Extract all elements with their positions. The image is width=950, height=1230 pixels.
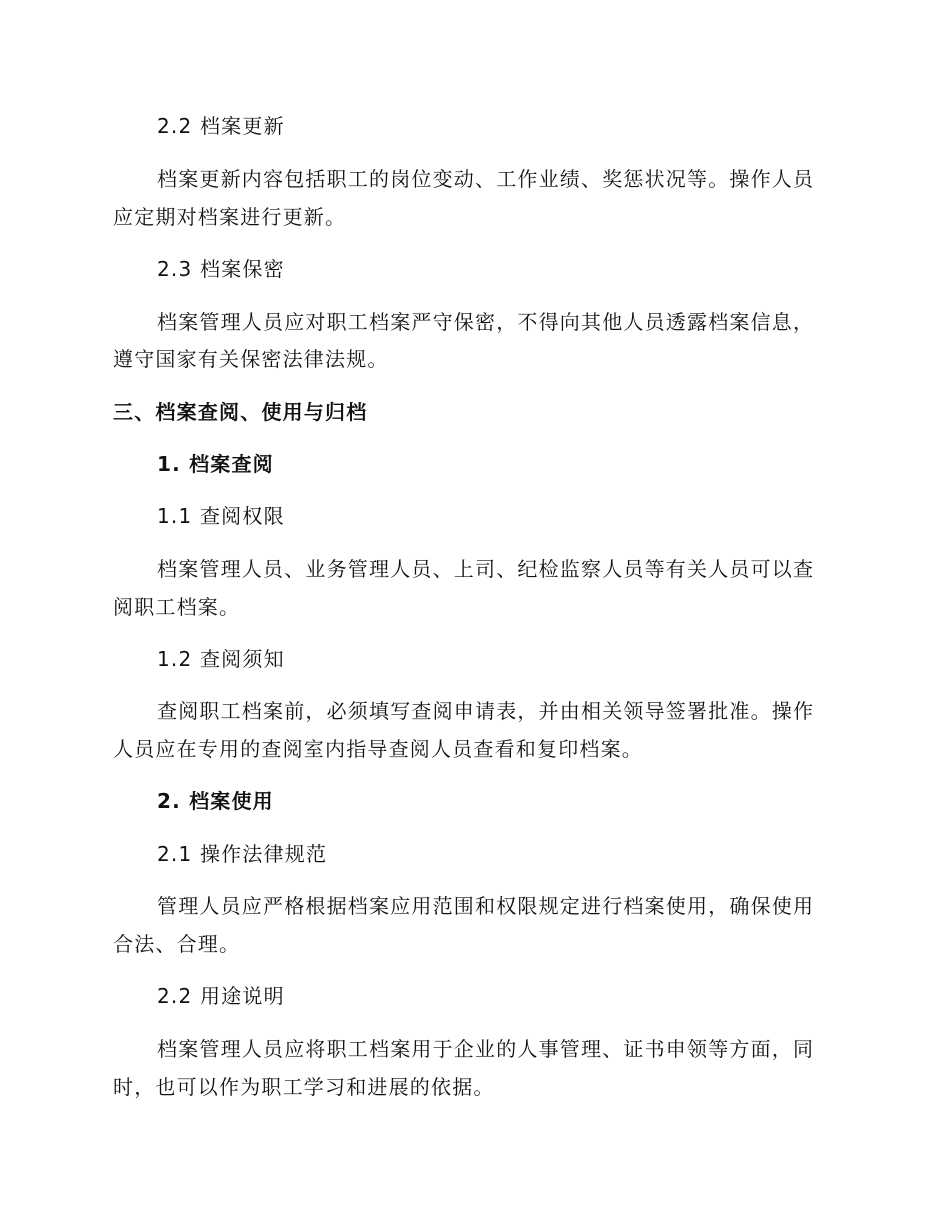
paragraph-line: 遵守国家有关保密法律法规。: [113, 347, 389, 371]
paragraph-line: 查阅职工档案前，必须填写查阅申请表，并由相关领导签署批准。操作: [157, 699, 815, 723]
paragraph-line: 档案管理人员应对职工档案严守保密，不得向其他人员透露档案信息，: [157, 310, 815, 334]
subsection-heading-2-2: 2.2 档案更新: [157, 114, 285, 138]
subsection-heading-2-2-b: 2.2 用途说明: [157, 984, 285, 1008]
subsection-heading-2-1: 2.1 操作法律规范: [157, 842, 328, 866]
subsection-heading-1-1: 1.1 查阅权限: [157, 504, 285, 528]
paragraph-line: 档案更新内容包括职工的岗位变动、工作业绩、奖惩状况等。操作人员: [157, 167, 815, 191]
subsection-heading-2: 2. 档案使用: [157, 789, 274, 813]
paragraph-line: 时，也可以作为职工学习和进展的依据。: [113, 1075, 495, 1099]
subsection-heading-1-2: 1.2 查阅须知: [157, 647, 285, 671]
paragraph-line: 人员应在专用的查阅室内指导查阅人员查看和复印档案。: [113, 737, 643, 761]
paragraph-line: 管理人员应严格根据档案应用范围和权限规定进行档案使用，确保使用: [157, 894, 815, 918]
section-heading-3: 三、档案查阅、使用与归档: [113, 400, 368, 424]
paragraph-line: 合法、合理。: [113, 932, 241, 956]
paragraph-line: 档案管理人员、业务管理人员、上司、纪检监察人员等有关人员可以查: [157, 557, 815, 581]
paragraph-line: 阅职工档案。: [113, 595, 241, 619]
subsection-heading-1: 1. 档案查阅: [157, 452, 274, 476]
subsection-heading-2-3: 2.3 档案保密: [157, 257, 285, 281]
paragraph-line: 应定期对档案进行更新。: [113, 205, 347, 229]
paragraph-line: 档案管理人员应将职工档案用于企业的人事管理、证书申领等方面，同: [157, 1037, 815, 1061]
